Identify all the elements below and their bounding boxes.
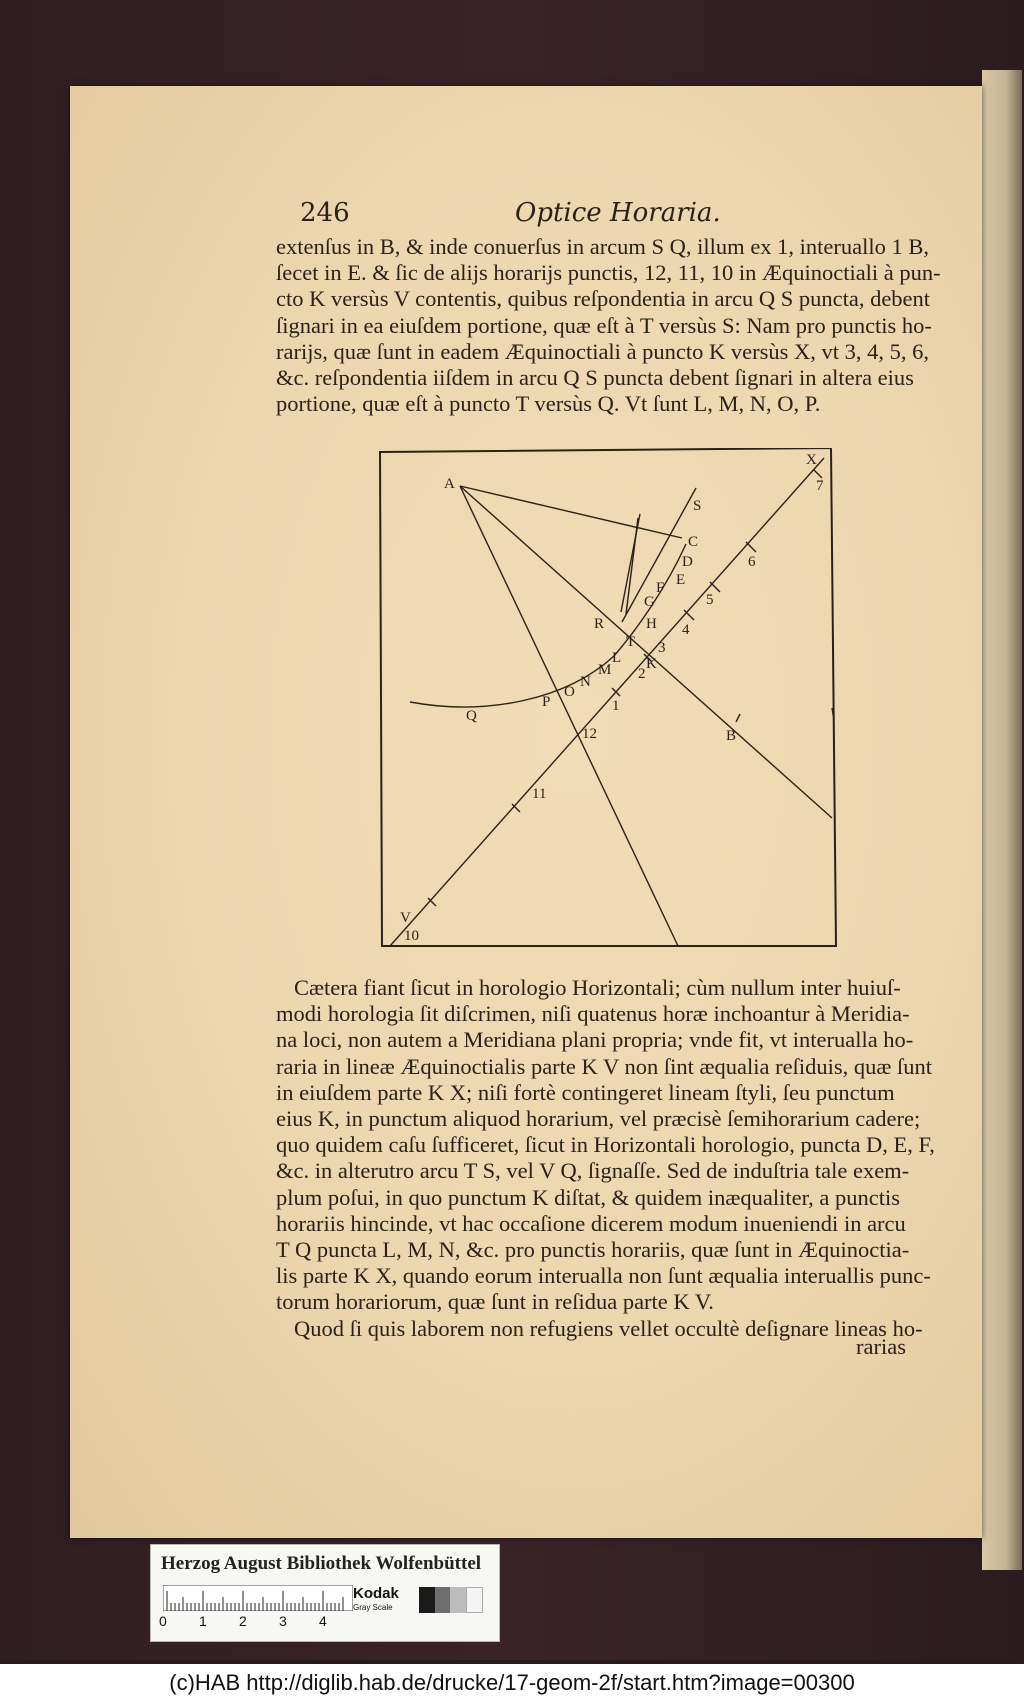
- color-calibration-bar: [150, 1544, 500, 1642]
- label-a: A: [444, 476, 455, 492]
- ruler-number: 2: [239, 1613, 247, 1629]
- label-l: L: [612, 650, 622, 666]
- label-o: O: [564, 684, 575, 700]
- tick-b: [736, 714, 740, 722]
- page-number: 246: [300, 198, 350, 228]
- text-line: raria in lineæ Æquinoctialis parte K V non ſint æqualia reſiduis, quæ ſunt: [276, 1053, 932, 1079]
- tick-7: [814, 470, 822, 478]
- line-a-b: [460, 486, 832, 818]
- ruler-numbers: [159, 1613, 359, 1633]
- text-line: cto K versùs V contentis, quibus reſpondentia in arcu Q S puncta, debent: [276, 286, 931, 312]
- label-10: 10: [404, 928, 419, 944]
- library-name: Herzog August Bibliothek Wolfenbüttel: [161, 1553, 482, 1574]
- next-page-edge: [982, 70, 1022, 1570]
- geometric-figure: [376, 448, 842, 948]
- figure-frame: [380, 448, 836, 946]
- label-c: C: [688, 534, 699, 550]
- label-t: T: [626, 634, 636, 650]
- swatch: [466, 1587, 484, 1613]
- label-x: X: [806, 452, 817, 468]
- catchword: rarias: [856, 1334, 906, 1359]
- label-m: M: [598, 662, 612, 678]
- ruler-number: 1: [199, 1613, 207, 1629]
- label-p: P: [542, 694, 551, 710]
- text-line: portione, quæ eſt à puncto T versùs Q. Vt ſunt L, M, N, O, P.: [276, 391, 821, 417]
- text-line: Cætera fiant ſicut in horologio Horizontali; cùm nullum inter huiuſ-: [294, 975, 901, 1000]
- figure-svg: [376, 448, 842, 948]
- label-5: 5: [706, 592, 714, 608]
- tick-4: [684, 610, 694, 620]
- swatch: [435, 1587, 451, 1613]
- paragraph-bottom: [276, 975, 936, 1342]
- ruler-number: 4: [319, 1613, 327, 1629]
- label-n: N: [580, 674, 591, 690]
- kodak-brand: Kodak: [353, 1585, 399, 1602]
- label-4: 4: [682, 622, 690, 638]
- copyright-url: (c)HAB http://diglib.hab.de/drucke/17-geom-2f/start.htm?image=00300: [169, 1670, 855, 1695]
- label-g: G: [644, 594, 655, 610]
- text-line: ſecet in E. & ſic de alijs horarijs punctis, 12, 11, 10 in Æquinoctiali à pun-: [276, 260, 941, 286]
- paragraph-top: [276, 234, 941, 417]
- label-v: V: [400, 910, 411, 926]
- style-line-2: [626, 518, 638, 614]
- text-line: rarijs, quæ ſunt in eadem Æquinoctiali à puncto K versùs X, vt 3, 4, 5, 6,: [276, 338, 930, 364]
- text-line: plum poſui, in quo punctum K diſtat, & quidem inæqualiter, a punctis: [276, 1184, 901, 1210]
- equinoctial-line: [390, 458, 824, 946]
- label-1: 1: [612, 698, 620, 714]
- label-7: 7: [816, 478, 824, 494]
- label-3: 3: [658, 640, 666, 656]
- label-e: E: [676, 572, 686, 588]
- text-line: &c. reſpondentia iiſdem in arcu Q S puncta debent ſignari in altera eius: [276, 365, 914, 391]
- page-header: [300, 198, 920, 238]
- label-f: F: [656, 580, 665, 596]
- text-line: modi horologia ſit diſcrimen, niſi quatenus horæ inchoantur à Meridia-: [276, 1001, 910, 1027]
- swatch: [419, 1587, 435, 1613]
- label-d: D: [682, 554, 693, 570]
- label-11: 11: [532, 786, 547, 802]
- text-line: &c. in alterutro arcu T S, vel V Q, ſignaſſe. Sed de induſtria tale exem-: [276, 1158, 910, 1184]
- arc-q-s: [410, 544, 686, 707]
- text-line: torum horariorum, quæ ſunt in reſidua parte K V.: [276, 1289, 714, 1315]
- text-line: horariis hincinde, vt hac occaſione dicerem modum inueniendi in arcu: [276, 1210, 906, 1236]
- line-a-c: [460, 486, 682, 538]
- text-line: in eiuſdem parte K X; niſi fortè contingeret lineam ſtyli, ſeu punctum: [276, 1079, 895, 1105]
- line-a-down: [460, 486, 678, 946]
- ruler-number: 0: [159, 1613, 167, 1629]
- ruler-icon: [163, 1585, 353, 1611]
- text-line: eius K, in punctum aliquod horarium, vel præcisè ſemihorarium cadere;: [276, 1106, 921, 1132]
- label-q: Q: [466, 708, 477, 724]
- tick-5: [710, 582, 720, 592]
- running-head: Optice Horaria.: [515, 198, 721, 228]
- label-2: 2: [638, 666, 646, 682]
- text-line: na loci, non autem a Meridiana plani propria; vnde fit, vt interualla ho-: [276, 1027, 914, 1053]
- text-line: quo quidem caſu ſufficeret, ſicut in Horizontali horologio, puncta D, E, F,: [276, 1132, 935, 1158]
- tick-6: [746, 542, 756, 552]
- label-s: S: [693, 498, 702, 514]
- label-k: K: [646, 656, 657, 672]
- label-b: B: [726, 728, 737, 744]
- text-line: Quod ſi quis laborem non refugiens vellet occultè deſignare lineas ho-: [294, 1315, 923, 1341]
- text-line: extenſus in B, & inde conuerſus in arcum S Q, illum ex 1, interuallo 1 B,: [276, 234, 930, 259]
- gray-swatches: [419, 1587, 483, 1613]
- label-12: 12: [582, 726, 597, 742]
- label-6: 6: [748, 554, 756, 570]
- label-r: R: [594, 616, 605, 632]
- swatch: [450, 1587, 466, 1613]
- ruler-number: 3: [279, 1613, 287, 1629]
- label-h: H: [646, 616, 657, 632]
- text-line: T Q puncta L, M, N, &c. pro punctis horariis, quæ ſunt in Æquinoctia-: [276, 1237, 910, 1263]
- footer-bar: [0, 1664, 1024, 1702]
- text-line: ſignari in ea eiuſdem portione, quæ eſt à T versùs S: Nam pro punctis ho-: [276, 312, 932, 338]
- text-line: lis parte K X, quando eorum interualla non ſunt æqualia interuallis punc-: [276, 1263, 931, 1289]
- gray-scale-label: Gray Scale: [353, 1603, 393, 1612]
